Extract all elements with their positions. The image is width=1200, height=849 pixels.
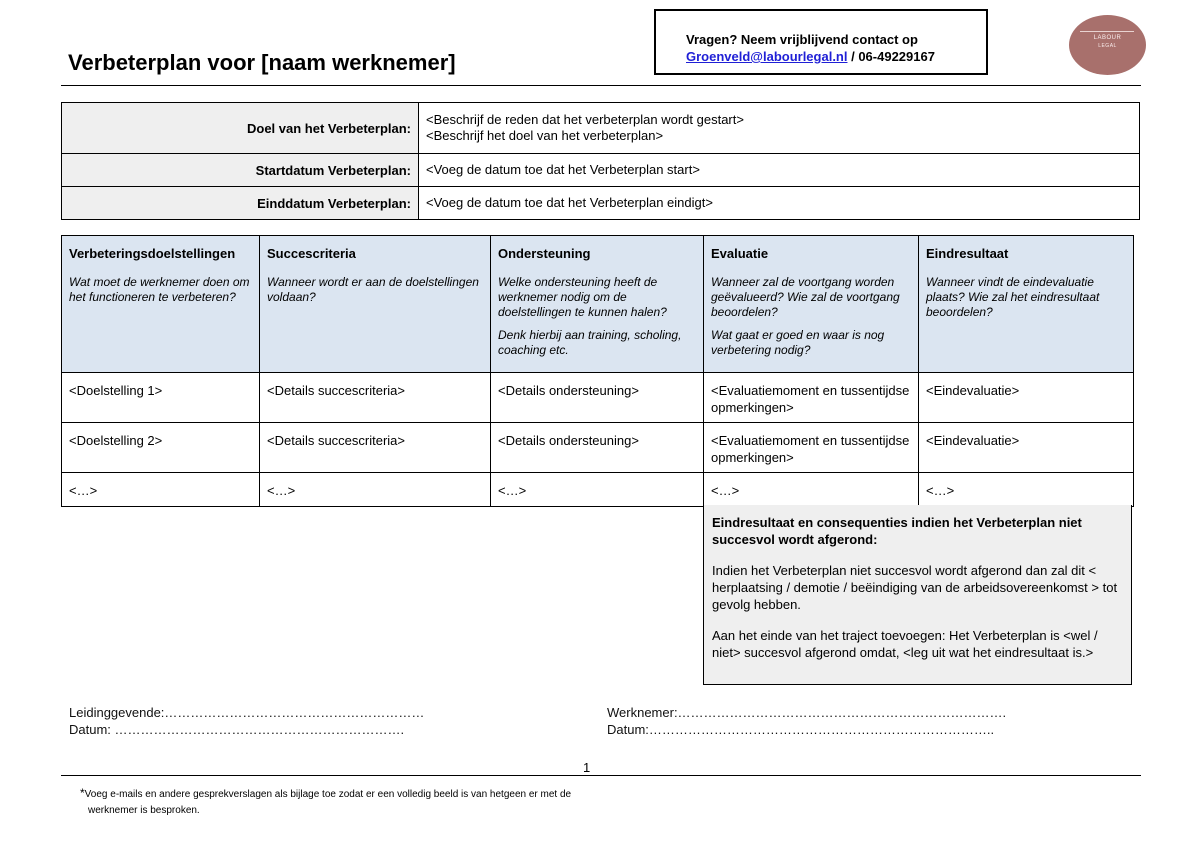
column-question: Wanneer zal de voortgang worden geëvalueerd? Wie zal de voortgang beoordelen?: [711, 275, 900, 319]
contact-details: [686, 49, 935, 64]
info-label: Startdatum Verbeterplan:: [62, 154, 419, 187]
table-cell[interactable]: <Eindevaluatie>: [919, 423, 1134, 473]
contact-email-link[interactable]: Groenveld@labourlegal.nl: [686, 49, 848, 64]
column-question: Wanneer vindt de eindevaluatie plaats? Wie zal het eindresultaat beoordelen?: [926, 275, 1100, 319]
table-row: [62, 423, 1134, 473]
table-row: [62, 473, 1134, 507]
column-heading: Eindresultaat: [926, 246, 1009, 261]
column-header: [704, 236, 919, 373]
table-cell[interactable]: <Eindevaluatie>: [919, 373, 1134, 423]
info-row-startdate: [62, 154, 1140, 187]
footer-divider: [61, 775, 1141, 776]
page-number: 1: [583, 760, 591, 775]
column-header: [491, 236, 704, 373]
footnote: [80, 785, 680, 819]
info-row-goal: [62, 103, 1140, 154]
table-cell[interactable]: <Evaluatiemoment en tussentijdse opmerkingen>: [704, 423, 919, 473]
footnote-text: werknemer is besproken.: [88, 805, 200, 816]
labour-legal-logo: [1069, 15, 1146, 75]
column-question: Welke ondersteuning heeft de werknemer nodig om de doelstellingen te kunnen halen?: [498, 275, 667, 319]
info-value[interactable]: [419, 103, 1140, 154]
consequences-paragraph[interactable]: Indien het Verbeterplan niet succesvol wordt afgerond dan zal dit < herplaatsing / demotie / beëindiging van de arbeidsovereenkomst > tot gevolg hebben.: [712, 563, 1118, 612]
plan-header-row: [62, 236, 1134, 373]
table-cell[interactable]: <…>: [62, 473, 260, 507]
table-cell[interactable]: <Details succescriteria>: [260, 373, 491, 423]
table-cell[interactable]: <…>: [491, 473, 704, 507]
page-title: Verbeterplan voor [naam werknemer]: [68, 50, 456, 75]
info-value-line: <Beschrijf het doel van het verbeterplan>: [426, 128, 664, 143]
consequences-paragraph[interactable]: Aan het einde van het traject toevoegen: Het Verbeterplan is <wel / niet> succesvol afgerond omdat, <leg uit wat het eindresultaat is.>: [712, 628, 1098, 660]
manager-signature-line[interactable]: Leidinggevende:……………………………………………………: [69, 705, 425, 720]
table-cell[interactable]: <…>: [919, 473, 1134, 507]
footnote-marker: *: [80, 786, 85, 800]
table-row: [62, 373, 1134, 423]
consequences-title: Eindresultaat en consequenties indien het Verbeterplan niet succesvol wordt afgerond:: [712, 515, 1082, 547]
column-question: Wanneer wordt er aan de doelstellingen voldaan?: [267, 275, 479, 304]
column-header: [260, 236, 491, 373]
manager-signature-block: [69, 704, 424, 738]
contact-phone: 06-49229167: [858, 49, 935, 64]
info-label: Doel van het Verbeterplan:: [62, 103, 419, 154]
employee-date-line[interactable]: Datum:……………………………………………………………………..: [607, 722, 995, 737]
header-divider: [61, 85, 1141, 86]
consequences-box: [703, 505, 1132, 685]
contact-box: [654, 9, 988, 75]
logo-text-labour: LABOUR: [1093, 35, 1122, 41]
manager-date-line[interactable]: Datum: ………………………………………………………….: [69, 722, 405, 737]
footnote-text: Voeg e-mails en andere gesprekverslagen als bijlage toe zodat er een volledig beeld is van hetgeen er met de: [84, 789, 572, 800]
column-header: [919, 236, 1134, 373]
info-value-line: <Voeg de datum toe dat het Verbeterplan start>: [426, 162, 700, 177]
table-cell[interactable]: <…>: [260, 473, 491, 507]
table-cell[interactable]: <Evaluatiemoment en tussentijdse opmerkingen>: [704, 373, 919, 423]
info-label: Einddatum Verbeterplan:: [62, 187, 419, 220]
table-cell[interactable]: <Doelstelling 2>: [62, 423, 260, 473]
column-hint: Wat gaat er goed en waar is nog verbetering nodig?: [711, 328, 885, 357]
contact-text: Vragen? Neem vrijblijvend contact op: [686, 32, 918, 47]
table-cell[interactable]: <Details ondersteuning>: [491, 373, 704, 423]
plan-info-table: [61, 102, 1140, 220]
table-cell[interactable]: <Doelstelling 1>: [62, 373, 260, 423]
table-cell[interactable]: <Details succescriteria>: [260, 423, 491, 473]
contact-separator: /: [847, 49, 859, 64]
table-cell[interactable]: <Details ondersteuning>: [491, 423, 704, 473]
table-cell[interactable]: <…>: [704, 473, 919, 507]
column-question: Wat moet de werknemer doen om het functioneren te verbeteren?: [69, 275, 250, 304]
column-heading: Ondersteuning: [498, 246, 591, 261]
info-row-enddate: [62, 187, 1140, 220]
column-header: [62, 236, 260, 373]
column-heading: Verbeteringsdoelstellingen: [69, 246, 236, 261]
column-heading: Succescriteria: [267, 246, 356, 261]
employee-signature-block: [607, 704, 1006, 738]
info-value-line: <Beschrijf de reden dat het verbeterplan wordt gestart>: [426, 112, 744, 127]
employee-signature-line[interactable]: Werknemer:………………………………………………………………….: [607, 705, 1007, 720]
column-hint: Denk hierbij aan training, scholing, coaching etc.: [498, 328, 682, 357]
info-value[interactable]: [419, 187, 1140, 220]
logo-text-legal: LEGAL: [1098, 43, 1117, 49]
info-value-line: <Voeg de datum toe dat het Verbeterplan eindigt>: [426, 195, 713, 210]
info-value[interactable]: [419, 154, 1140, 187]
column-heading: Evaluatie: [711, 246, 769, 261]
logo-rule: [1080, 31, 1134, 32]
improvement-plan-table: [61, 235, 1134, 507]
